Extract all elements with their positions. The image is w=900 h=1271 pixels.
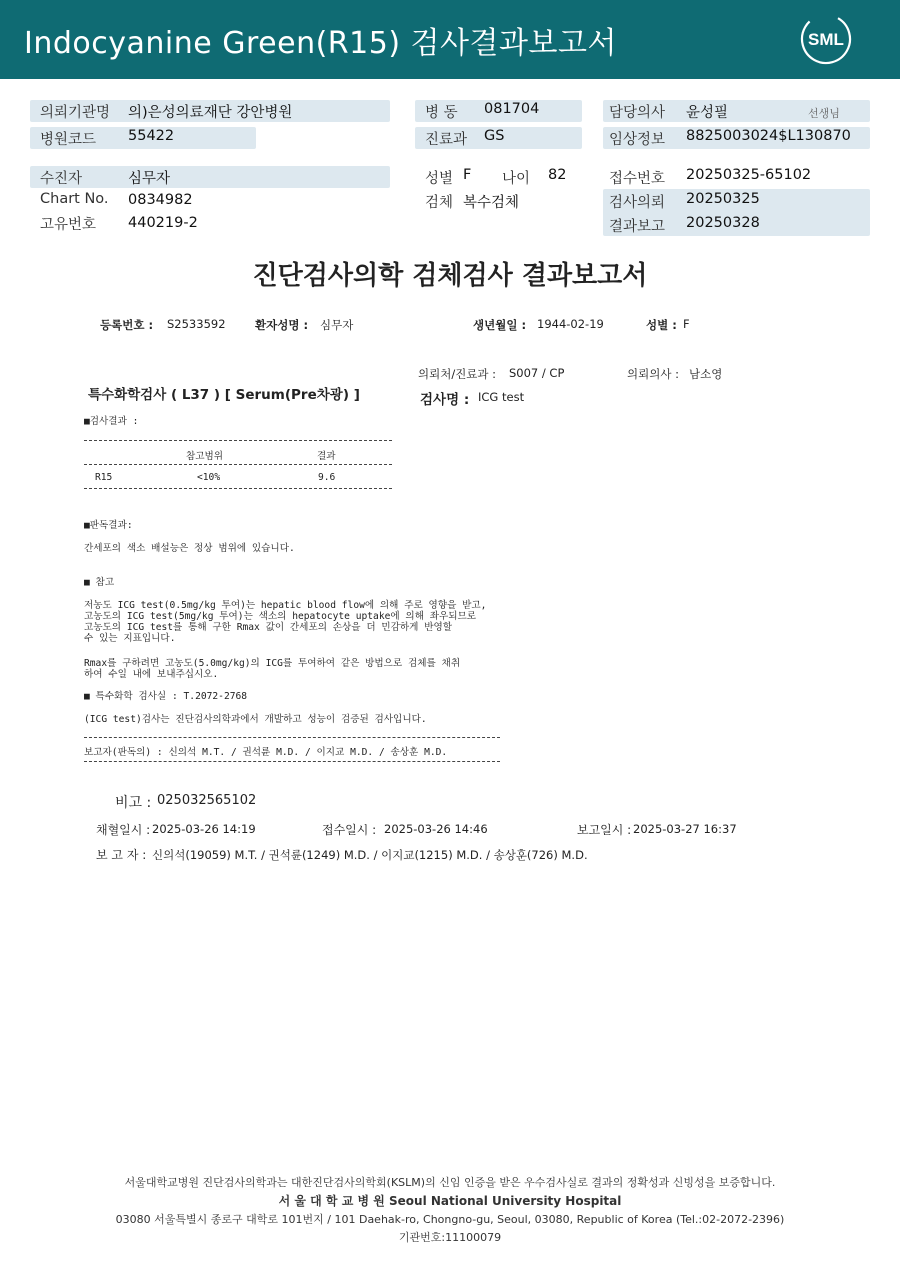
logo-text: SML [808,30,844,49]
divider [84,464,392,465]
footer-institution-no: 기관번호:11100079 [398,1231,502,1244]
receipt-label: 접수일시 : [322,823,377,837]
unique-no-value: 440219-2 [128,215,198,231]
row-ref: <10% [197,472,221,483]
remark-value: 025032565102 [157,793,257,808]
hospital-code-label: 병원코드 [40,132,97,148]
specimen-label: 검체 [425,195,454,211]
reference-line: 저농도 ICG test(0.5mg/kg 투여)는 hepatic blood flow에 의해 주로 영향을 받고, [84,600,487,611]
row-name: R15 [95,472,113,483]
reference-heading: ■ 참고 [84,577,115,588]
ward-label: 병 동 [425,105,458,121]
divider [84,488,392,489]
dept-label: 의뢰처/진료과 : [418,367,497,381]
requester-value: 의)은성의료재단 강안병원 [128,105,293,121]
divider [84,737,500,738]
remark-label: 비고 : [115,795,152,811]
footer-certification: 서울대학교병원 진단검사의학과는 대한진단검사의학회(KSLM)의 신임 인증을 받은 우수검사실로 결과의 정확성과 신빙성을 보증합니다. [124,1176,776,1189]
report-time-label: 보고일시 : [577,823,632,837]
req-doctor-value: 남소영 [689,367,723,381]
footer-hospital-name: 서 울 대 학 교 병 원 Seoul National University Hospital [278,1194,622,1208]
dept-value: S007 / CP [509,366,565,380]
report-time-value: 2025-03-27 16:37 [633,822,737,836]
col-result-header: 결과 [317,451,336,462]
department-value: GS [484,128,505,144]
ward-value: 081704 [484,101,540,117]
test-section: 특수화학검사 ( L37 ) [ Serum(Pre차광) ] [88,387,360,403]
validation-text: (ICG test)검사는 진단검사의학과에서 개발하고 성능이 검증된 검사입니다. [84,714,427,725]
doctor-label: 담당의사 [609,105,666,121]
test-request-value: 20250325 [686,191,760,207]
dob-label: 생년월일 : [473,318,527,332]
receipt-value: 2025-03-26 14:46 [384,822,488,836]
divider [84,761,500,762]
patient-name-value: 심무자 [320,318,354,332]
sex-value-2: F [683,317,690,331]
result-heading: ■검사결과 : [84,416,139,427]
judgment-text: 간세포의 색소 배설능은 정상 범위에 있습니다. [84,543,295,554]
reference-line: 고농도의 ICG test를 통해 구한 Rmax 값이 간세포의 손상을 더 민감하게 반영할 [84,622,453,633]
test-name-label: 검사명 : [420,392,470,408]
patient-box [30,166,390,188]
chart-no-label: Chart No. [40,191,109,207]
specimen-value: 복수검체 [463,195,520,211]
age-value: 82 [548,167,567,183]
reporter-label: 보 고 자 : [96,848,147,862]
reference-line: 수 있는 지표입니다. [84,633,176,644]
sex-label: 성별 [425,171,454,187]
judgment-heading: ■판독결과: [84,520,133,531]
row-result: 9.6 [318,472,336,483]
sex-label-2: 성별 : [646,318,677,332]
report-title: 진단검사의학 검체검사 결과보고서 [252,261,648,291]
test-name-value: ICG test [478,390,525,404]
reference-line: 하여 수일 내에 보내주십시오. [84,669,219,680]
clinical-info-label: 임상정보 [609,132,666,148]
page-title: Indocyanine Green(R15) 검사결과보고서 [24,26,617,61]
requester-label: 의뢰기관명 [40,105,111,121]
req-doctor-label: 의뢰의사 : [627,367,679,381]
department-label: 진료과 [425,132,468,148]
col-ref-header: 참고범위 [186,451,224,462]
reporter-value: 신의석(19059) M.T. / 권석륜(1249) M.D. / 이지교(1215) M.D. / 송상훈(726) M.D. [152,848,588,862]
reg-no-label: 등록번호 : [100,318,154,332]
lab-line: ■ 특수화학 검사실 : T.2072-2768 [84,691,248,702]
clinical-info-value: 8825003024$L130870 [686,128,851,144]
reference-line: Rmax를 구하려면 고농도(5.0mg/kg)의 ICG를 투여하여 같은 방법으로 검체를 채취 [84,658,461,669]
footer-address: 03080 서울특별시 종로구 대학로 101번지 / 101 Daehak-ro, Chongno-gu, Seoul, 03080, Republic of Korea (Tel.:02-2072-2396) [115,1213,785,1226]
sex-value: F [463,167,472,183]
result-report-label: 결과보고 [609,219,666,235]
result-report-value: 20250328 [686,215,760,231]
reg-no-value: S2533592 [167,317,226,331]
dob-value: 1944-02-19 [537,317,604,331]
hospital-code-value: 55422 [128,128,175,144]
reporters-line: 보고자(판독의) : 신의석 M.T. / 권석륜 M.D. / 이지교 M.D. / 송상훈 M.D. [84,747,448,758]
age-label: 나이 [502,171,531,187]
sml-logo [800,13,852,65]
unique-no-label: 고유번호 [40,217,97,233]
collect-label: 채혈일시 : [96,823,151,837]
test-request-label: 검사의뢰 [609,195,666,211]
doctor-value: 윤성필 [686,105,729,121]
patient-name-label: 환자성명 : [255,318,309,332]
chart-no-value: 0834982 [128,192,193,208]
patient-label: 수진자 [40,171,83,187]
receipt-no-label: 접수번호 [609,171,666,187]
collect-value: 2025-03-26 14:19 [152,822,256,836]
patient-value: 심무자 [128,171,171,187]
doctor-suffix: 선생님 [808,107,840,120]
receipt-no-value: 20250325-65102 [686,167,812,183]
reference-line: 고농도의 ICG test(5mg/kg 투여)는 색소의 hepatocyte uptake에 의해 좌우되므로 [84,611,477,622]
divider [84,440,392,441]
